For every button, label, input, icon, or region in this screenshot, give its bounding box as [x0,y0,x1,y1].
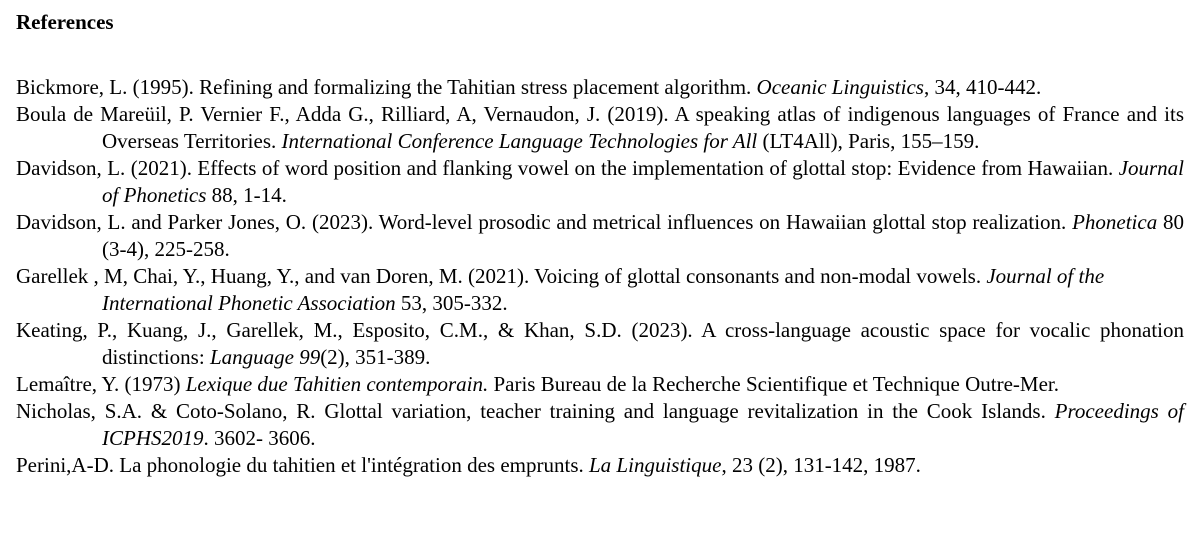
reference-entry-garellek [16,263,1184,317]
reference-entry-perini [16,452,1184,479]
reference-text: Garellek , M, Chai, Y., Huang, Y., and van Doren, M. (2021). Voicing of glottal consonants and non-modal vowels. [16,264,987,288]
reference-source-title: Journal of the International Phonetic Association [102,264,1105,315]
reference-source-title: Journal of Phonetics [102,156,1184,207]
reference-entry-keating [16,317,1184,371]
reference-text: 88, 1-14. [206,183,287,207]
reference-text: 80 (3-4), 225-258. [102,210,1184,261]
reference-entry-bickmore [16,74,1184,101]
reference-entry-nicholas [16,398,1184,452]
reference-text: Lemaître, Y. (1973) [16,372,186,396]
reference-source-title: Lexique due Tahitien contemporain. [185,372,489,396]
reference-list [16,74,1184,479]
reference-source-title: Proceedings of ICPHS2019 [102,399,1184,450]
reference-text: Nicholas, S.A. & Coto-Solano, R. Glottal variation, teacher training and language revitalization in the Cook Islands. [16,399,1055,423]
references-heading: References [16,10,114,34]
reference-text: Bickmore, L. (1995). Refining and formalizing the Tahitian stress placement algorithm. [16,75,757,99]
reference-text: Paris Bureau de la Recherche Scientifique et Technique Outre-Mer. [488,372,1059,396]
reference-text: 53, 305-332. [395,291,508,315]
reference-text: (LT4All), Paris, 155–159. [757,129,980,153]
reference-entry-lemaitre [16,371,1184,398]
reference-text: Davidson, L. and Parker Jones, O. (2023). Word-level prosodic and metrical influences on Hawaiian glottal stop realization. [16,210,1073,234]
reference-entry-davidson2021 [16,155,1184,209]
reference-text: Keating, P., Kuang, J., Garellek, M., Esposito, C.M., & Khan, S.D. (2023). A cross-language acoustic space for vocalic phonation distinctions: [16,318,1184,369]
reference-text: Perini,A-D. La phonologie du tahitien et l'intégration des emprunts. [16,453,589,477]
reference-source-title: International Conference Language Technologies for All [281,129,758,153]
reference-entry-boula [16,101,1184,155]
reference-text: , 34, 410-442. [923,75,1042,99]
reference-source-title: Language 99 [209,345,321,369]
reference-text: Davidson, L. (2021). Effects of word position and flanking vowel on the implementation of glottal stop: Evidence from Hawaiian. [16,156,1119,180]
reference-source-title: Oceanic Linguistics [756,75,924,99]
reference-entry-davidson2023 [16,209,1184,263]
reference-text: , 23 (2), 131-142, 1987. [721,453,921,477]
reference-text: Boula de Mareüil, P. Vernier F., Adda G., Rilliard, A, Vernaudon, J. (2019). A speaking atlas of indigenous languages of France and its Overseas Territories. [16,102,1184,153]
reference-source-title: La Linguistique [589,453,722,477]
reference-source-title: Phonetica [1072,210,1158,234]
reference-text: (2), 351-389. [320,345,431,369]
reference-text: . 3602- 3606. [203,426,316,450]
